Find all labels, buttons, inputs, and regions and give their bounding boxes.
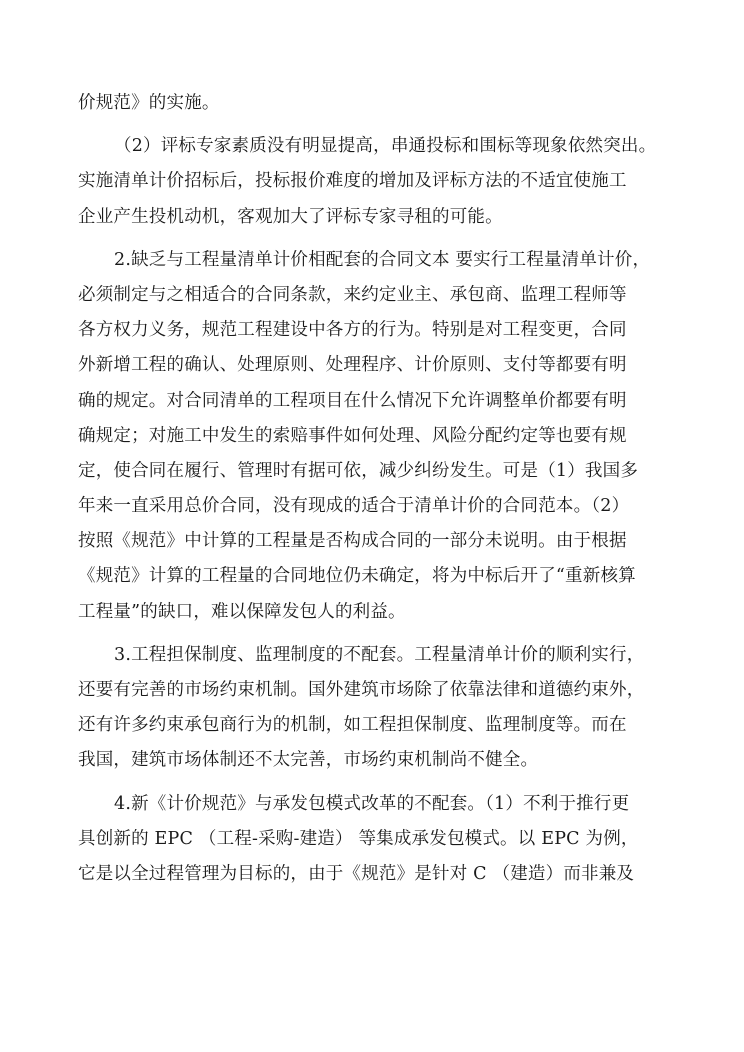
paragraph (78, 243, 674, 630)
text-line: 价规范》的实施。 (78, 93, 220, 113)
text-line: 各方权力义务，规范工程建设中各方的行为。特别是对工程变更，合同 (78, 320, 627, 341)
text-line: 确规定；对施工中发生的索赔事件如何处理、风险分配约定等也要有规 (78, 425, 627, 446)
text-line: 《规范》计算的工程量的合同地位仍未确定，将为中标后开了“重新核算 (78, 566, 636, 587)
paragraph (78, 129, 674, 235)
text-line: 还要有完善的市场约束机制。国外建筑市场除了依靠法律和道德约束外， (78, 680, 645, 700)
text-line: 外新增工程的确认、处理原则、处理程序、计价原则、支付等都要有明 (78, 355, 627, 376)
text-line: 年来一直采用总价合同，没有现成的适合于清单计价的合同范本。（2） (78, 496, 630, 517)
paragraph (78, 638, 674, 779)
text-line: 它是以全过程管理为目标的，由于《规范》是针对 C （建造）而非兼及 (78, 863, 635, 884)
text-line: 必须制定与之相适合的合同条款，来约定业主、承包商、监理工程师等 (78, 284, 627, 305)
text-line: 工程量”的缺口，难以保障发包人的利益。 (78, 601, 406, 622)
text-line: 我国，建筑市场体制还不太完善，市场约束机制尚不健全。 (78, 750, 539, 771)
text-line: 定，使合同在履行、管理时有据可依，减少纠纷发生。可是（1）我国多 (78, 460, 639, 481)
text-line: 确的规定。对合同清单的工程项目在什么情况下允许调整单价都要有明 (78, 390, 627, 411)
text-line: 2.缺乏与工程量清单计价相配套的合同文本 要实行工程量清单计价， (114, 249, 651, 270)
text-line: 3.工程担保制度、监理制度的不配套。工程量清单计价的顺利实行， (114, 644, 645, 665)
text-line: 按照《规范》中计算的工程量是否构成合同的一部分未说明。由于根据 (78, 531, 627, 552)
text-line: （2）评标专家素质没有明显提高，串通投标和围标等现象依然突出。 (114, 136, 657, 157)
text-line: 具创新的 EPC （工程-采购-建造） 等集成承发包模式。以 EPC 为例， (78, 828, 639, 849)
text-line: 企业产生投机动机，客观加大了评标专家寻租的可能。 (78, 206, 503, 227)
text-line: 实施清单计价招标后，投标报价难度的增加及评标方法的不适宜使施工 (78, 171, 627, 192)
text-line: 4.新《计价规范》与承发包模式改革的不配套。（1）不利于推行更 (114, 793, 630, 814)
paragraph (78, 86, 674, 121)
text-line: 还有许多约束承包商行为的机制，如工程担保制度、监理制度等。而在 (78, 715, 627, 736)
paragraph (78, 787, 674, 893)
document-body (78, 86, 674, 892)
